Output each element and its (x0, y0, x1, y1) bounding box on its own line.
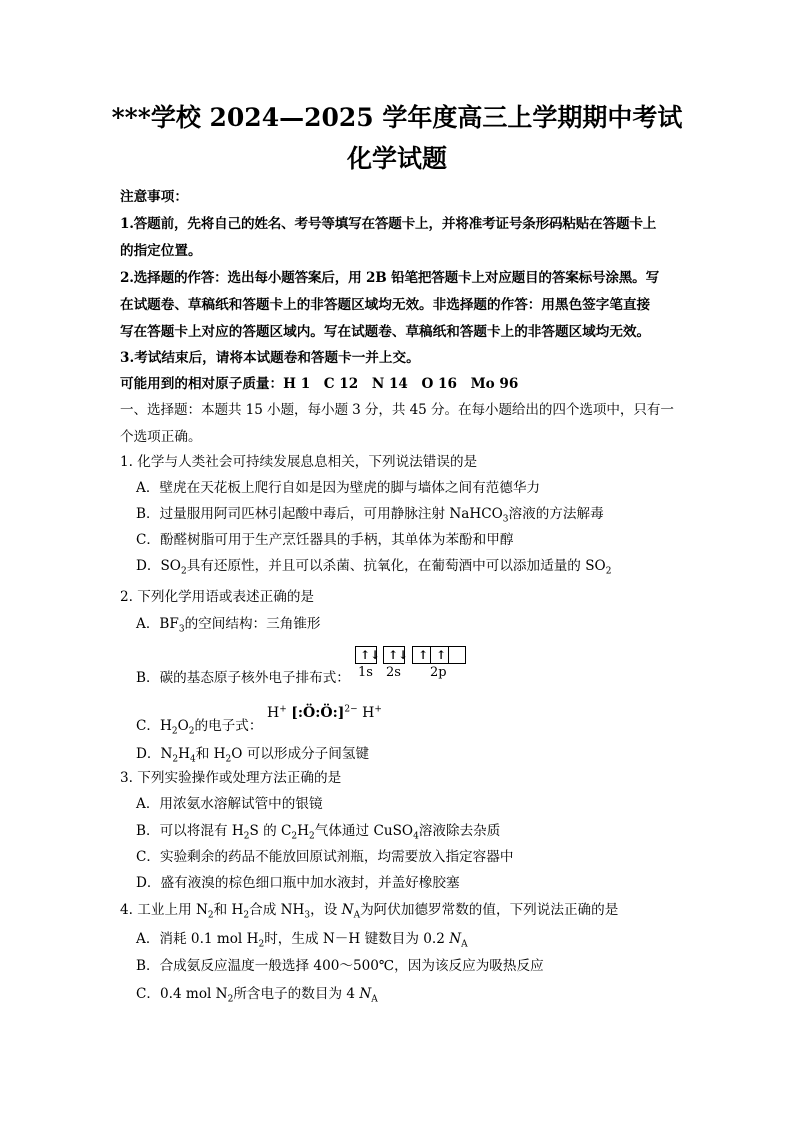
note-1-line-2: 的指定位置。 (120, 243, 202, 259)
q3-stem: 3. 下列实验操作或处理方法正确的是 (120, 770, 342, 786)
q2-option-b: B．碳的基态原子核外电子排布式： (136, 670, 350, 686)
atomic-masses: 可能用到的相对原子质量：H 1 C 12 N 14 O 16 Mo 96 (120, 376, 519, 392)
q1-option-d: D．$SO_2$具有还原性，并且可以杀菌、抗氧化，在葡萄酒中可以添加适量的 $SO_2$ (136, 558, 612, 577)
note-2-line-3: 写在答题卡上对应的答题区域内。写在试题卷、草稿纸和答题卡上的非答题区域均无效。 (120, 324, 651, 340)
q4-option-a: A．消耗 0.1 mol $H_2$时，生成 N－H 键数目为 0.2 $N_A$ (136, 931, 468, 950)
orbital-1s-arrows: ↑↓ (360, 648, 381, 662)
notes-heading: 注意事项： (120, 189, 188, 205)
note-3: 3.考试结束后，请将本试题卷和答题卡一并上交。 (120, 350, 420, 366)
q3-option-d: D．盛有液溴的棕色细口瓶中加水液封，并盖好橡胶塞 (136, 875, 460, 891)
q4-stem: 4. 工业上用 $N_2$和 $H_2$合成 $NH_3$，设 $N_A$为阿伏加德罗常数的值，下列说法正确的是 (120, 902, 619, 921)
note-1-line-1: 1.答题前，先将自己的姓名、考号等填写在答题卡上，并将准考证号条形码粘贴在答题卡上 (120, 216, 657, 232)
q1-stem: 1. 化学与人类社会可持续发展息息相关，下列说法错误的是 (120, 454, 478, 470)
orbital-label-2s: 2s (386, 665, 401, 680)
orbital-label-1s: 1s (358, 665, 373, 680)
note-2-line-1: 2.选择题的作答：选出每小题答案后，用 2B 铅笔把答题卡上对应题目的答案标号涂黑。写 (120, 270, 659, 286)
orbital-2s (383, 646, 409, 664)
orbital-2p-arrow-1: ↑ (418, 648, 429, 662)
orbital-2p-box-1 (413, 647, 431, 663)
q4-option-c: C．0.4 mol $N_2$所含电子的数目为 4 $N_A$ (136, 986, 378, 1005)
exam-title: ***学校 2024—2025 学年度高三上学期期中考试 (111, 103, 683, 132)
q2-option-c: C．$H_2O_2$的电子式： (136, 718, 263, 737)
q4-option-b: B．合成氨反应温度一般选择 400～500℃，因为该反应为吸热反应 (136, 958, 544, 974)
q1-option-b: B．过量服用阿司匹林引起酸中毒后，可用静脉注射 NaHCO$_3$溶液的方法解毒 (136, 506, 604, 525)
orbital-label-2p: 2p (430, 665, 447, 680)
section-intro-line-1: 一、选择题：本题共 15 小题，每小题 3 分，共 45 分。在每小题给出的四个选项中，只有一 (120, 402, 674, 418)
q1-option-a: A．壁虎在天花板上爬行自如是因为壁虎的脚与墙体之间有范德华力 (136, 480, 541, 496)
subject-title: 化学试题 (346, 144, 447, 173)
q1-option-c: C．酚醛树脂可用于生产烹饪器具的手柄，其单体为苯酚和甲醇 (136, 532, 514, 548)
q2-option-d: D．$N_2H_4$和 $H_2O$ 可以形成分子间氢键 (136, 746, 370, 765)
orbital-1s (355, 646, 381, 664)
q2-stem: 2. 下列化学用语或表述正确的是 (120, 589, 315, 605)
note-2-line-2: 在试题卷、草稿纸和答题卡上的非答题区域均无效。非选择题的作答：用黑色签字笔直接 (120, 297, 651, 313)
orbital-2p (412, 646, 466, 664)
orbital-2s-arrows: ↑↓ (388, 648, 409, 662)
section-intro-line-2: 个选项正确。 (120, 429, 202, 445)
q3-option-b: B．可以将混有 $H_2S$ 的 $C_2H_2$气体通过 CuSO$_4$溶液除去杂质 (136, 823, 501, 842)
q3-option-a: A．用浓氨水溶解试管中的银镜 (136, 796, 323, 812)
h2o2-lewis-structure: H+ [:Ö:Ö:]$^{2-}$ H+ (267, 704, 382, 721)
orbital-2p-box-2 (431, 647, 449, 663)
q2-option-a: A．$BF_3$的空间结构：三角锥形 (136, 616, 321, 635)
q3-option-c: C．实验剩余的药品不能放回原试剂瓶，均需要放入指定容器中 (136, 849, 514, 865)
orbital-2p-arrow-2: ↑ (436, 648, 447, 662)
